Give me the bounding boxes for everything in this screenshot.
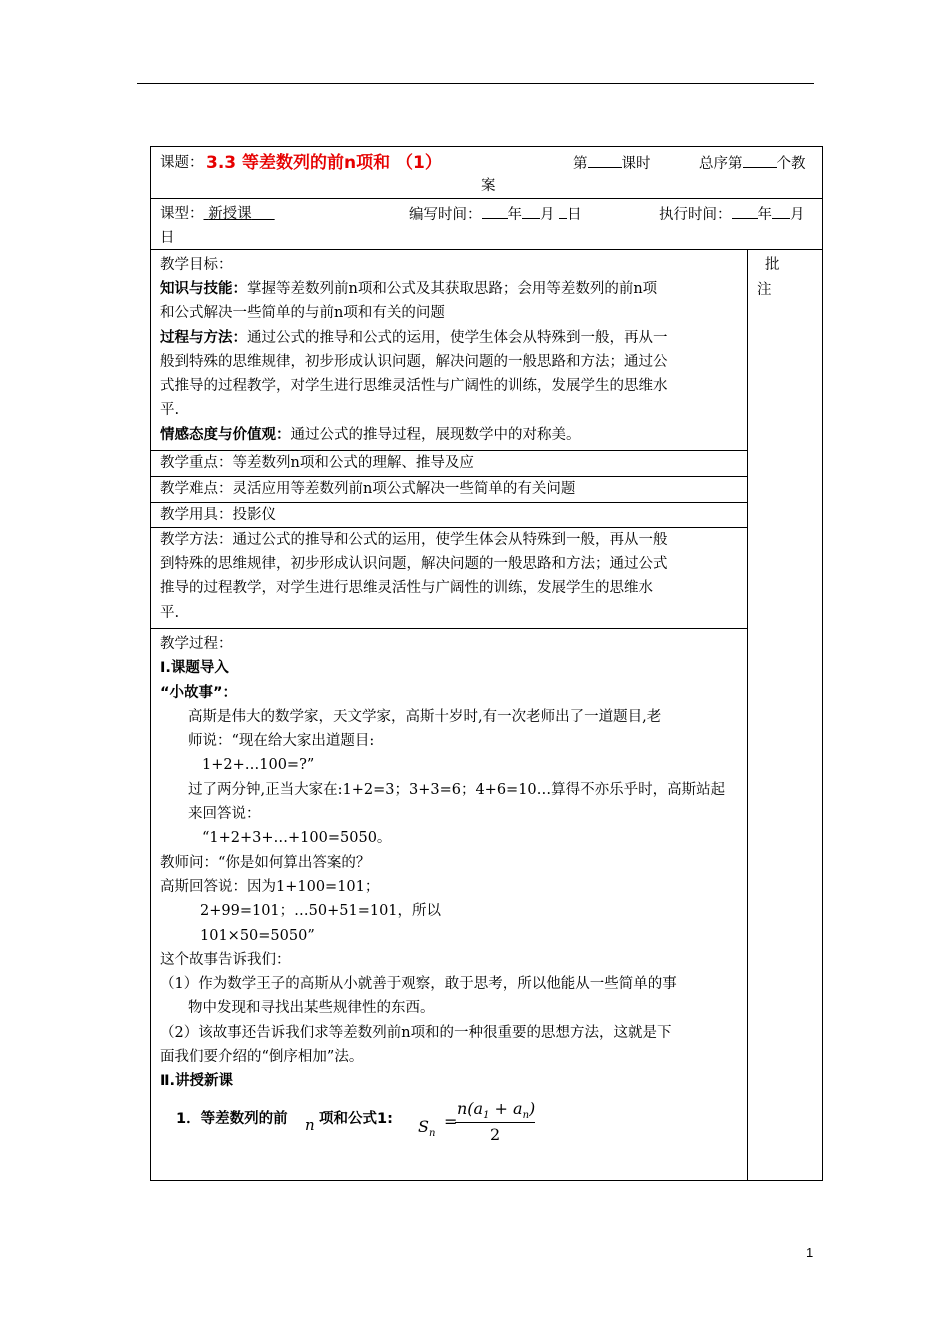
section-new-lesson-heading: Ⅱ.讲授新课 xyxy=(160,1073,234,1089)
story-line-5: 来回答说： xyxy=(188,806,261,822)
story-line-9: 2+99=101；…50+51=101，所以 xyxy=(200,903,442,919)
key-point-row xyxy=(151,451,748,477)
annotation-label-1: 批 xyxy=(765,257,780,273)
formula-lhs: $S_n$ xyxy=(418,1117,436,1140)
story-line-8: 高斯回答说：因为1+100=101； xyxy=(160,879,380,895)
lesson-type-row xyxy=(151,199,822,250)
story-line-15: 面我们要介绍的“倒序相加”法。 xyxy=(160,1049,364,1065)
lesson-type-field: 课型： 新授课 xyxy=(160,206,252,222)
course-title: 3.3 等差数列的前n项和 （1） xyxy=(206,153,442,173)
story-line-11: 这个故事告诉我们： xyxy=(160,952,291,968)
difficulty-row xyxy=(151,477,748,503)
course-title-label: 课题： xyxy=(160,155,204,171)
formula-label-a: 1．等差数列的前 xyxy=(176,1111,288,1127)
compile-time-field: 编写时间： 年 月 日 xyxy=(409,202,582,227)
process-label: 教学过程： xyxy=(160,636,233,652)
story-line-14: （2）该故事还告诉我们求等差数列前n项和的一种很重要的思想方法，这就是下 xyxy=(160,1025,672,1041)
lesson-plan-table xyxy=(150,146,823,1181)
method-line-2: 到特殊的思维规律，初步形成认识问题，解决问题的一般思路和方法；通过公式 xyxy=(160,556,668,572)
section-intro-heading: Ⅰ.课题导入 xyxy=(160,660,229,676)
exec-time-field: 执行时间： 年 月 xyxy=(659,202,805,227)
formula-denominator: 2 xyxy=(490,1125,501,1144)
total-order-field: 总序第 个教 xyxy=(699,151,806,176)
method-line-3: 推导的过程教学，对学生进行思维灵活性与广阔性的训练，发展学生的思维水 xyxy=(160,580,653,596)
story-line-2: 师说：“现在给大家出道题目: xyxy=(188,733,375,749)
tools-text: 教学用具：投影仪 xyxy=(160,507,276,523)
title-row xyxy=(151,147,822,199)
story-line-10: 101×50=5050” xyxy=(200,928,315,944)
formula-equals: = xyxy=(444,1112,458,1131)
exec-time-wrap: 日 xyxy=(160,230,175,246)
knowledge-line-1: 知识与技能：掌握等差数列前n项和公式及其获取思路；会用等差数列的前n项 xyxy=(160,281,658,297)
method-line-1: 教学方法：通过公式的推导和公式的运用，使学生体会从特殊到一般，再从一般 xyxy=(160,532,668,548)
tools-row xyxy=(151,503,748,528)
period-field: 第 课时 xyxy=(573,151,651,176)
process-line-3: 式推导的过程教学，对学生进行思维灵活性与广阔性的训练，发展学生的思维水 xyxy=(160,378,668,394)
objectives-section xyxy=(151,250,748,451)
formula-label-b: 项和公式1: xyxy=(319,1111,393,1127)
process-line-4: 平. xyxy=(160,402,180,418)
objectives-label: 教学目标： xyxy=(160,257,233,273)
difficulty-text: 教学难点：灵活应用等差数列前n项公式解决一些简单的有关问题 xyxy=(160,481,576,497)
story-line-3: 1+2+…100=?” xyxy=(202,757,315,773)
formula-numerator: $n(a_1 + a_n)$ xyxy=(457,1099,536,1122)
emotion-line: 情感态度与价值观：通过公式的推导过程，展现数学中的对称美。 xyxy=(160,427,581,443)
story-line-12: （1）作为数学王子的高斯从小就善于观察，敢于思考，所以他能从一些简单的事 xyxy=(160,976,677,992)
story-line-7: 教师问：“你是如何算出答案的？ xyxy=(160,855,371,871)
process-line-2: 般到特殊的思维规律，初步形成认识问题，解决问题的一般思路和方法；通过公 xyxy=(160,354,668,370)
key-point-text: 教学重点：等差数列n项和公式的理解、推导及应 xyxy=(160,455,474,471)
formula-n: n xyxy=(305,1116,315,1134)
story-line-6: “1+2+3+…+100=5050。 xyxy=(202,830,392,846)
story-title: “小故事”： xyxy=(160,685,238,701)
annotation-label-2: 注 xyxy=(757,282,772,298)
story-line-4: 过了两分钟,正当大家在:1+2=3；3+3=6；4+6=10…算得不亦乐乎时，高斯站起 xyxy=(188,782,726,798)
story-line-13: 物中发现和寻找出某些规律性的东西。 xyxy=(188,1000,435,1016)
process-line-1: 过程与方法：通过公式的推导和公式的运用，使学生体会从特殊到一般，再从一 xyxy=(160,330,668,346)
method-row xyxy=(151,528,748,629)
method-line-4: 平. xyxy=(160,605,180,621)
knowledge-line-2: 和公式解决一些简单的与前n项和有关的问题 xyxy=(160,305,445,321)
page-number: 1 xyxy=(806,1245,814,1260)
header-rule xyxy=(137,83,814,84)
story-line-1: 高斯是伟大的数学家，天文学家，高斯十岁时,有一次老师出了一道题目,老 xyxy=(188,709,662,725)
total-order-wrap: 案 xyxy=(481,178,496,194)
